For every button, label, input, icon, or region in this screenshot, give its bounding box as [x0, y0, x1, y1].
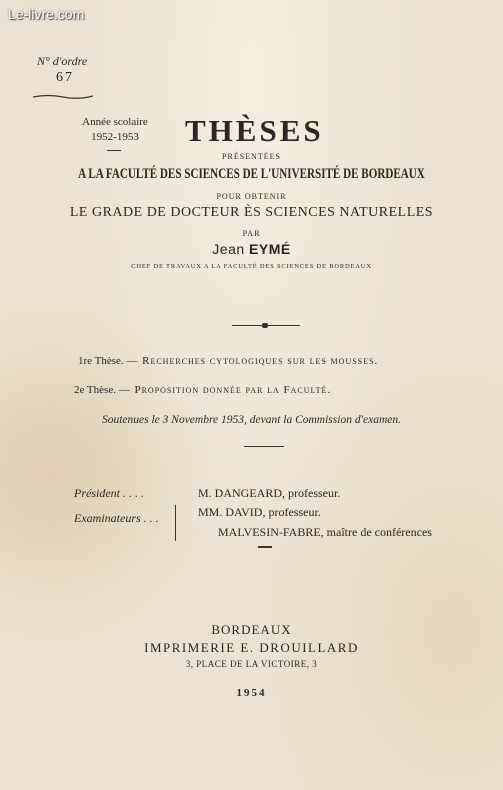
- these-2-subject: — Proposition donnée par la Faculté.: [118, 384, 332, 396]
- examiner-2: MALVESIN-FABRE, maître de conférences: [218, 525, 432, 539]
- examiners-brace: [175, 505, 176, 541]
- defense-statement: Soutenues le 3 Novembre 1953, devant la Commission d'examen.: [101, 414, 402, 426]
- printing-year: 1954: [236, 687, 267, 699]
- academic-year: [70, 115, 160, 145]
- divider-short: [258, 546, 272, 548]
- author-first-name: Jean: [212, 241, 245, 257]
- par-text: PAR: [242, 229, 261, 238]
- author-position: CHEF DE TRAVAUX A LA FACULTÉ DES SCIENCES DE BORDEAUX: [131, 263, 372, 270]
- these-1: [78, 355, 378, 367]
- these-1-subject: — Recherches cytologiques sur les mousses.: [126, 355, 379, 367]
- these-1-number: 1re Thèse.: [78, 355, 124, 367]
- order-underline-ornament: [33, 92, 93, 100]
- printer-address: 3, PLACE DE LA VICTOIRE, 3: [185, 659, 318, 669]
- academic-year-dash: [107, 150, 121, 151]
- watermark-logo: Le-livre.com: [8, 6, 85, 22]
- pour-obtenir-text: POUR OBTENIR: [216, 192, 287, 201]
- these-2: [74, 384, 331, 396]
- these-2-number: 2e Thèse.: [74, 384, 116, 396]
- order-number-label: N° d'ordre: [37, 54, 88, 68]
- president-label: Président . . . .: [74, 486, 144, 500]
- printer-city: BORDEAUX: [211, 622, 292, 637]
- divider-line: [244, 446, 284, 447]
- examiners-label: Examinateurs . . .: [74, 511, 159, 525]
- academic-year-value: 1952-1953: [91, 131, 139, 143]
- degree-line: LE GRADE DE DOCTEUR ÈS SCIENCES NATURELLES: [69, 205, 434, 220]
- examiner-1: MM. DAVID, professeur.: [198, 505, 321, 519]
- order-number: 67: [56, 70, 74, 85]
- faculty-line: A LA FACULTÉ DES SCIENCES DE L'UNIVERSITÉ DE BORDEAUX: [78, 166, 425, 182]
- academic-year-label: Année scolaire: [82, 116, 148, 128]
- divider-ornament: [232, 325, 300, 326]
- author-name: [0, 241, 503, 257]
- printer-name: IMPRIMERIE E. DROUILLARD: [144, 640, 359, 655]
- page-title: THÈSES: [185, 113, 324, 148]
- author-last-name: EYMÉ: [249, 241, 291, 257]
- presentees-text: PRÉSENTÉES: [222, 152, 281, 161]
- president-name: M. DANGEARD, professeur.: [198, 486, 341, 500]
